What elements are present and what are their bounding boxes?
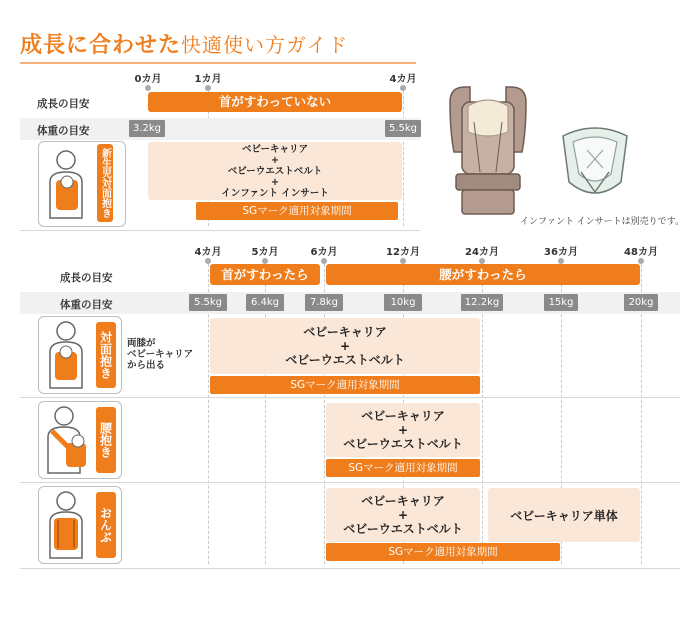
divider <box>20 482 680 483</box>
front-carry-note <box>127 338 193 371</box>
weight-band <box>20 292 680 314</box>
combo-line: + <box>397 508 409 522</box>
combo-line: インファント インサート <box>221 187 329 199</box>
newborn-tag: 新生児対面抱き <box>97 144 113 222</box>
top-month-1: 1カ月 <box>194 74 222 85</box>
month-4: 4カ月 <box>194 247 222 258</box>
front-carry-tag: 対面抱き <box>96 322 116 388</box>
month-36: 36カ月 <box>544 247 578 258</box>
infant-insert-icon <box>555 122 635 208</box>
combo-line: ベビーウエストベルト <box>343 437 463 451</box>
weight-7-8kg: 7.8kg <box>305 294 343 311</box>
month-48: 48カ月 <box>624 247 658 258</box>
hip-combo-box <box>326 403 480 457</box>
combo-line: + <box>271 154 279 166</box>
solo-label: ベビーキャリア単体 <box>510 508 618 523</box>
newborn-sg-bar: SGマーク適用対象期間 <box>196 202 398 220</box>
top-gridline <box>403 91 404 226</box>
top-milestone-bar: 首がすわっていない <box>148 92 402 112</box>
combo-line: ベビーウエストベルト <box>285 353 405 367</box>
weight-12-2kg: 12.2kg <box>461 294 503 311</box>
top-divider <box>20 230 420 231</box>
back-carry-tag: おんぶ <box>96 492 116 558</box>
page-title <box>20 28 348 59</box>
combo-line: + <box>339 339 351 353</box>
note-line: ベビーキャリア <box>127 349 194 360</box>
milestone-bar-neck: 首がすわったら <box>210 264 320 285</box>
top-weight-label: 体重の目安 <box>37 125 90 137</box>
weight-3-2kg: 3.2kg <box>129 120 165 137</box>
back-sg-bar: SGマーク適用対象期間 <box>326 543 560 561</box>
combo-line: + <box>397 423 409 437</box>
title-underline <box>20 62 416 64</box>
milestone-bar-hip: 腰がすわったら <box>326 264 640 285</box>
person-back-carry-icon <box>42 490 90 560</box>
weight-10kg: 10kg <box>384 294 422 311</box>
front-combo-box <box>210 318 480 374</box>
bottom-divider <box>20 568 680 569</box>
hip-carry-tag: 腰抱き <box>96 407 116 473</box>
hip-sg-bar: SGマーク適用対象期間 <box>326 459 480 477</box>
weight-15kg: 15kg <box>544 294 578 311</box>
combo-line: ベビーキャリア <box>241 143 309 155</box>
milestone-label: 成長の目安 <box>60 272 113 284</box>
title-main: 成長に合わせた <box>20 33 182 58</box>
back-combo-box <box>326 488 480 542</box>
top-month-0: 0カ月 <box>134 74 162 85</box>
weight-5-5kg: 5.5kg <box>385 120 421 137</box>
top-month-4: 4カ月 <box>389 74 417 85</box>
combo-line: ベビーウエストベルト <box>343 522 463 536</box>
top-milestone-label: 成長の目安 <box>37 98 90 110</box>
combo-line: ベビーキャリア <box>303 325 387 339</box>
person-hip-carry-icon <box>42 405 90 475</box>
back-solo-box <box>488 488 640 542</box>
month-5: 5カ月 <box>251 247 279 258</box>
combo-line: + <box>271 176 279 188</box>
weight-label: 体重の目安 <box>60 299 113 311</box>
weight-6-4kg: 6.4kg <box>246 294 284 311</box>
baby-carrier-icon <box>440 82 536 222</box>
insert-note: インファント インサートは別売りです。 <box>520 217 684 227</box>
month-6: 6カ月 <box>310 247 338 258</box>
month-12: 12カ月 <box>386 247 420 258</box>
combo-line: ベビーウエストベルト <box>227 165 323 177</box>
weight-5-5kg-b: 5.5kg <box>189 294 227 311</box>
title-sub: 快適使い方ガイド <box>181 33 349 57</box>
combo-line: ベビーキャリア <box>361 409 445 423</box>
top-tick-dot <box>145 85 151 91</box>
newborn-combo-box <box>148 142 402 200</box>
person-front-carry-icon <box>42 320 90 390</box>
front-sg-bar: SGマーク適用対象期間 <box>210 376 480 394</box>
note-line: から出る <box>127 360 166 371</box>
weight-20kg: 20kg <box>624 294 658 311</box>
note-line: 両膝が <box>127 338 156 349</box>
person-front-newborn-icon <box>42 148 92 222</box>
divider <box>20 397 680 398</box>
combo-line: ベビーキャリア <box>361 494 445 508</box>
month-24: 24カ月 <box>465 247 499 258</box>
